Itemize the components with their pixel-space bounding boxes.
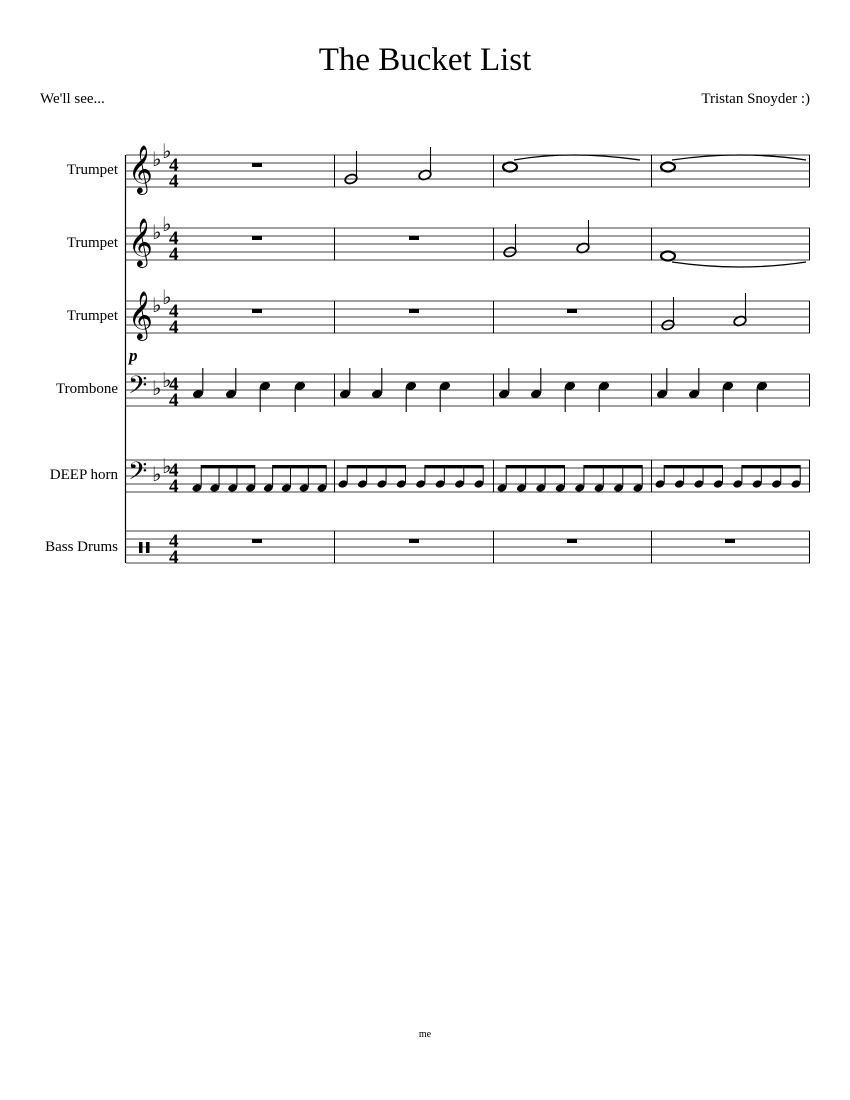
whole-rest-icon bbox=[252, 236, 262, 240]
flat-icon: ♭ bbox=[152, 222, 162, 244]
time-sig-bottom: 4 bbox=[169, 317, 179, 338]
flat-icon: ♭ bbox=[152, 295, 162, 317]
staff-trumpet-2 bbox=[126, 214, 810, 268]
instrument-label-trombone: Trombone bbox=[56, 381, 118, 397]
treble-clef-icon: 𝄞 bbox=[128, 217, 153, 266]
beam bbox=[506, 465, 564, 468]
instrument-label-trumpet-3: Trumpet bbox=[66, 308, 118, 324]
flat-icon: ♭ bbox=[152, 378, 162, 400]
staff-deep-horn bbox=[126, 456, 810, 497]
staff-trumpet-3 bbox=[126, 287, 810, 341]
flat-icon: ♭ bbox=[162, 141, 172, 163]
horn-notes bbox=[192, 465, 802, 493]
time-sig-bottom: 4 bbox=[169, 244, 179, 265]
whole-rest-icon bbox=[252, 539, 262, 543]
time-sig-bottom: 4 bbox=[169, 476, 179, 497]
beam bbox=[347, 465, 405, 468]
beam bbox=[664, 465, 722, 468]
bass-clef-icon: 𝄢 bbox=[128, 371, 148, 406]
percussion-clef-icon bbox=[139, 542, 150, 553]
tie bbox=[672, 262, 806, 267]
whole-rest-icon bbox=[567, 539, 577, 543]
beam bbox=[201, 465, 255, 468]
flat-icon: ♭ bbox=[162, 287, 172, 309]
time-sig-top: 4 bbox=[169, 228, 179, 249]
tie bbox=[514, 155, 640, 160]
time-sig-bottom: 4 bbox=[169, 171, 179, 192]
time-sig-bottom: 4 bbox=[169, 547, 179, 568]
flat-icon: ♭ bbox=[152, 464, 162, 486]
treble-clef-icon: 𝄞 bbox=[128, 144, 153, 193]
whole-rest-icon bbox=[409, 236, 419, 240]
instrument-label-deep-horn: DEEP horn bbox=[49, 467, 118, 483]
whole-rest-icon bbox=[725, 539, 735, 543]
whole-note bbox=[661, 163, 675, 172]
time-sig-top: 4 bbox=[169, 374, 179, 395]
staff-trombone bbox=[126, 346, 810, 412]
time-sig-bottom: 4 bbox=[169, 390, 179, 411]
time-sig-top: 4 bbox=[169, 301, 179, 322]
beam bbox=[742, 465, 800, 468]
bass-clef-icon: 𝄢 bbox=[128, 457, 148, 492]
treble-clef-icon: 𝄞 bbox=[128, 290, 153, 339]
time-sig-top: 4 bbox=[169, 460, 179, 481]
instrument-label-bass-drums: Bass Drums bbox=[45, 539, 118, 555]
flat-icon: ♭ bbox=[162, 214, 172, 236]
whole-rest-icon bbox=[252, 163, 262, 167]
score-title: The Bucket List bbox=[318, 42, 532, 78]
whole-note bbox=[661, 252, 675, 261]
score-subtitle: We'll see... bbox=[40, 91, 105, 107]
instrument-label-trumpet-1: Trumpet bbox=[66, 162, 118, 178]
tie bbox=[672, 155, 806, 160]
flat-icon: ♭ bbox=[162, 456, 172, 478]
whole-rest-icon bbox=[567, 309, 577, 313]
composer-credit: Tristan Snoyder :) bbox=[701, 91, 810, 107]
time-sig-top: 4 bbox=[169, 531, 179, 552]
staff-bass-drums bbox=[126, 531, 810, 568]
time-sig-top: 4 bbox=[169, 155, 179, 176]
beam bbox=[273, 465, 327, 468]
staff-trumpet-1 bbox=[126, 141, 810, 195]
dynamic-piano: p bbox=[129, 346, 138, 365]
flat-icon: ♭ bbox=[162, 370, 172, 392]
flat-icon: ♭ bbox=[152, 149, 162, 171]
whole-note bbox=[503, 163, 517, 172]
footer-text: me bbox=[418, 1029, 432, 1040]
whole-rest-icon bbox=[252, 309, 262, 313]
beam bbox=[584, 465, 642, 468]
instrument-label-trumpet-2: Trumpet bbox=[66, 235, 118, 251]
whole-rest-icon bbox=[409, 309, 419, 313]
beam bbox=[425, 465, 483, 468]
whole-rest-icon bbox=[409, 539, 419, 543]
